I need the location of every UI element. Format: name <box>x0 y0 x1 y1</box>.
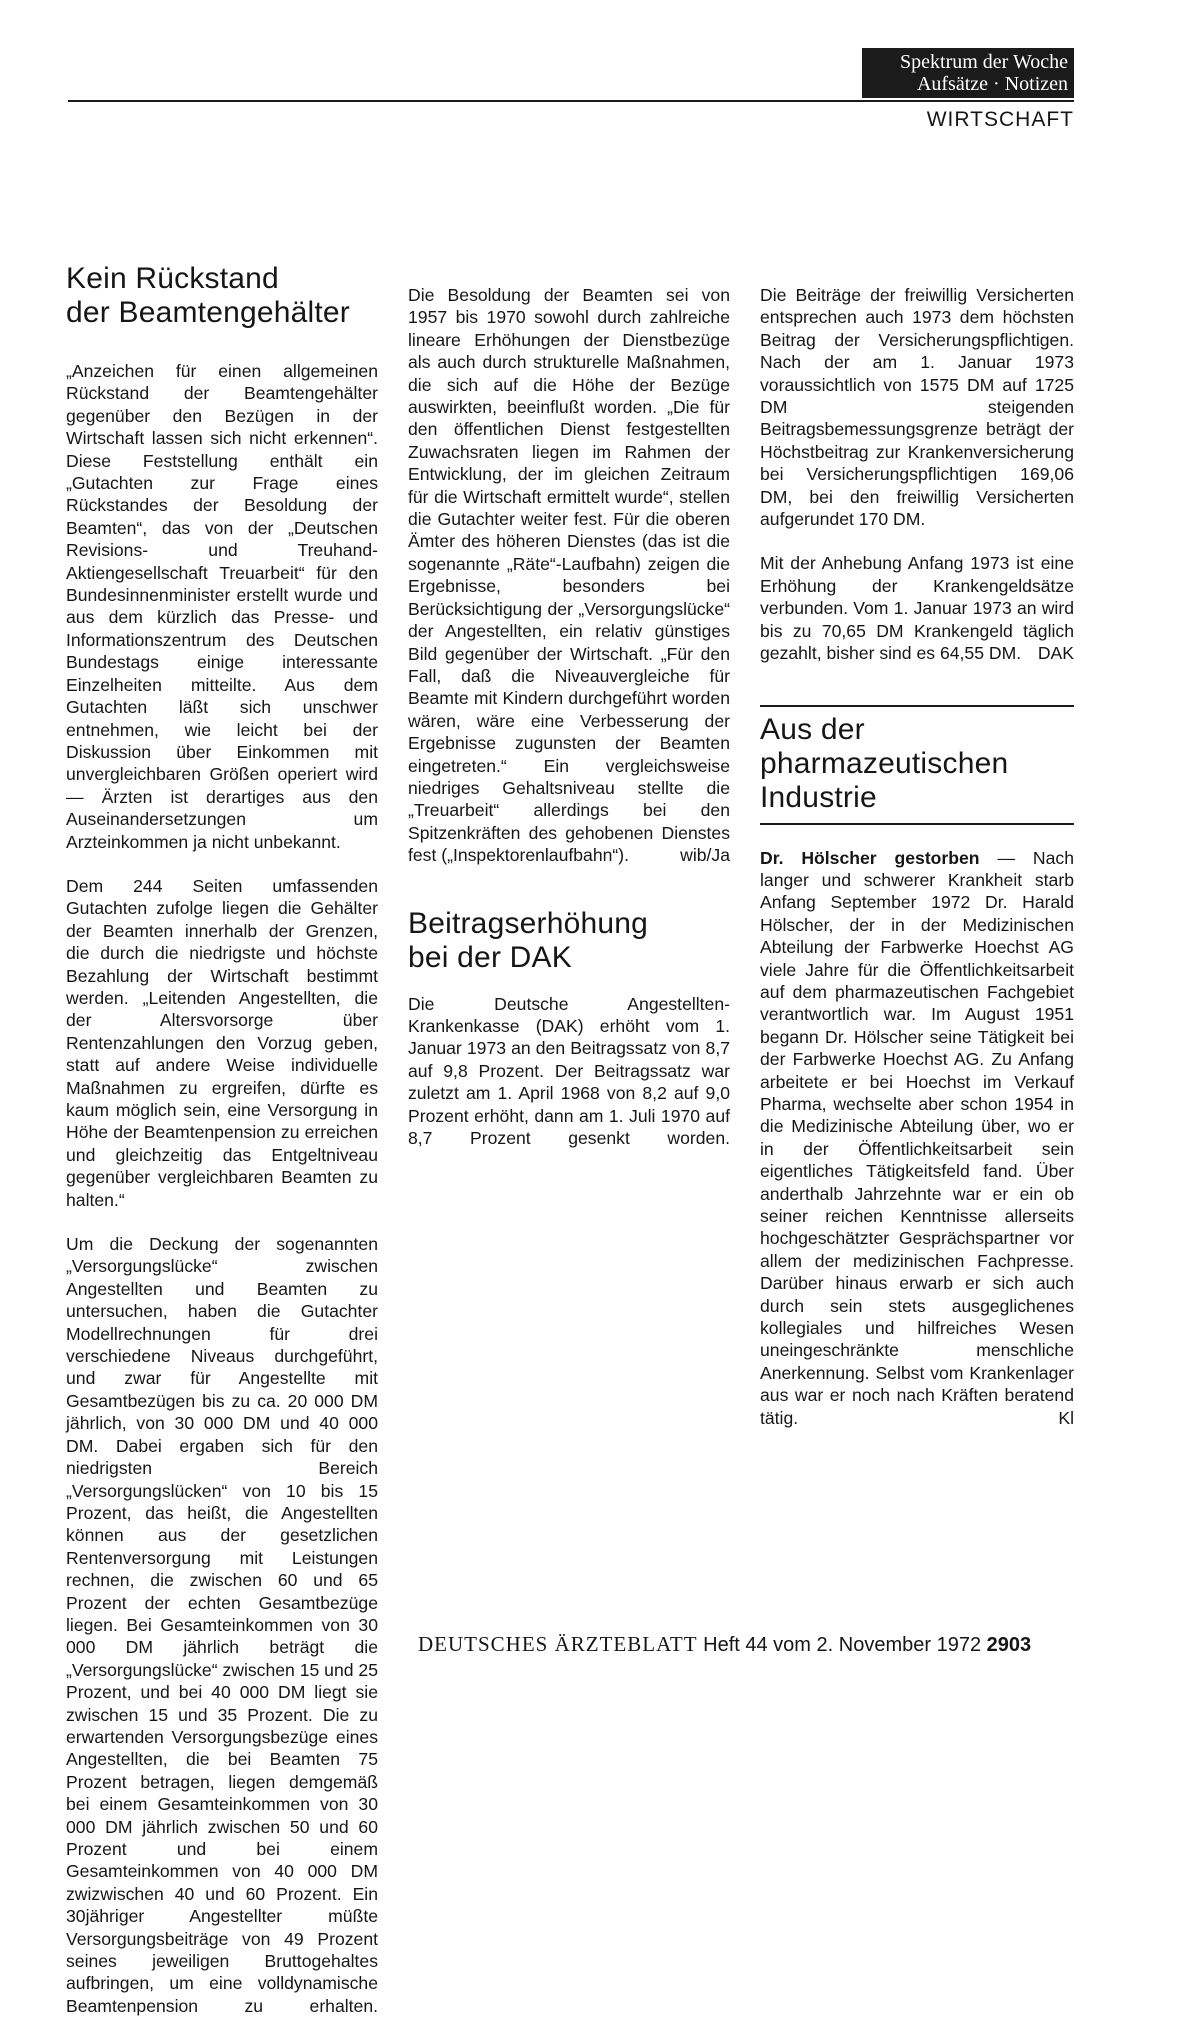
article-2-title <box>408 907 730 975</box>
footer-journal: DEUTSCHES ÄRZTEBLATT <box>418 1632 698 1656</box>
footer-issue: Heft 44 vom 2. November 1972 <box>703 1634 982 1656</box>
article-3-title-line-1: Aus der <box>760 712 865 746</box>
article-2-signature: DAK <box>1037 643 1074 664</box>
article-2-paragraph-3: Mit der Anhebung Anfang 1973 ist eine Erhöhung der Krankengeldsätze verbunden. Vom 1. Januar 1973 an wird bis zu 70,65 DM Krankengeld täglich gezahlt, bisher sind es 64,55 DM. DAK <box>760 553 1074 664</box>
article-3-top-rule <box>760 705 1074 707</box>
article-1-signature: wib/Ja <box>680 845 730 866</box>
article-1-title <box>66 262 378 330</box>
column-3 <box>760 262 1074 1451</box>
article-2-paragraph-1: Die Deutsche Angestellten-Krankenkasse (DAK) erhöht vom 1. Januar 1973 an den Beitragssatz von 8,7 auf 9,8 Prozent. Der Beitragssatz war zuletzt am 1. April 1968 von 8,2 auf 9,0 Prozent erhöht, dann am 1. Juli 1970 auf 8,7 Prozent gesenkt worden. <box>408 993 730 1148</box>
article-1-title-line-1: Kein Rückstand <box>66 262 279 295</box>
article-1-paragraph-3: Um die Deckung der sogenannten „Versorgungslücke“ zwischen Angestellten und Beamten zu untersuchen, haben die Gutachter Modellrechnungen für drei verschiedene Niveaus durchgeführt, und zwar für Angestellte mit Gesamtbezügen bis zu ca. 20 000 DM jährlich, von 30 000 DM und 40 000 DM. Dabei ergaben sich für den niedrigsten Bereich „Versorgungslücken“ von 10 bis 15 Prozent, das heißt, die Angestellten können aus der gesetzlichen Rentenversorgung mit Leistungen rechnen, die zwischen 60 und 65 Prozent der echten Gesamtbezüge liegen. Bei Gesamteinkommen von 30 000 DM jährlich beträgt die „Versorgungslücke“ zwischen 15 und 25 Prozent, und bei 40 000 DM liegt sie zwischen 15 und 35 Prozent. Die zu erwartenden Versorgungsbezüge eines Angestellten, die bei Beamten 75 Prozent betragen, liegen demgemäß bei einem Gesamteinkommen von 30 000 DM jährlich zwischen 50 und 60 Prozent und bei einem Gesamteinkommen von 40 000 DM zwizwischen 40 und 60 Prozent. Ein 30jähriger Angestellter müßte Versorgungsbeiträge von 49 Prozent seines jeweiligen Bruttogehaltes aufbringen, um eine volldynamische Beamtenpension zu erhalten. <box>66 1234 378 2016</box>
badge-line-2: Aufsätze · Notizen <box>916 73 1068 95</box>
article-1-paragraph-4: Die Besoldung der Beamten sei von 1957 bis 1970 sowohl durch zahlreiche lineare Erhöhungen der Dienstbezüge als auch durch strukturelle Maßnahmen, die sich auf die Höhe der Bezüge auswirkten, beeinflußt worden. „Die für den öffentlichen Dienst festgestellten Zuwachsraten liegen im Rahmen der Entwicklung, der im gleichen Zeitraum für die Wirtschaft ermittelt wurde“, stellen die Gutachter weiter fest. Für die oberen Ämter des höheren Dienstes (das ist die sogenannte „Räte“-Laufbahn) zeigen die Ergebnisse, besonders bei Berücksichtigung der „Versorgungslücke“ der Angestellten, ein relativ günstiges Bild gegenüber der Wirtschaft. „Für den Fall, daß die Niveauvergleiche für Beamte mit Kindern durchgeführt worden wären, wäre eine Verbesserung der Ergebnisse zugunsten der Beamten eingetreten.“ Ein vergleichsweise niedriges Gehaltsniveau stellte die „Treuarbeit“ allerdings bei den Spitzenkräften des gehobenen Dienstes fest („Inspektorenlaufbahn“). wib/Ja <box>408 285 730 866</box>
column-2-content <box>408 262 730 1171</box>
footer-page-number: 2903 <box>986 1634 1032 1656</box>
article-3-lead: Dr. Hölscher gestorben <box>760 847 980 868</box>
article-3-title <box>760 713 1074 815</box>
badge-line-1: Spektrum der Woche <box>900 51 1068 73</box>
section-label: WIRTSCHAFT <box>926 108 1074 131</box>
article-2-paragraph-2: Die Beiträge der freiwillig Versicherten entsprechen auch 1973 dem höchsten Beitrag der Versicherungspflichtigen. Nach der am 1. Januar 1973 voraussichtlich von 1575 DM auf 1725 DM steigenden Beitragsbemessungsgrenze beträgt der Höchstbeitrag zur Krankenversicherung bei Versicherungspflichtigen 169,06 DM, bei den freiwillig Versicherten aufgerundet 170 DM. <box>760 285 1074 530</box>
article-3-bottom-rule <box>760 823 1074 825</box>
article-3-signature: Kl <box>1058 1407 1074 1428</box>
article-1-paragraph-1: „Anzeichen für einen allgemeinen Rückstand der Beamtengehälter gegenüber den Bezügen in der Wirtschaft lassen sich nicht erkennen“. Diese Feststellung enthält ein „Gutachten zur Frage eines Rückstandes der Besoldung der Beamten“, das von der „Deutschen Revisions- und Treuhand-Aktiengesellschaft Treuarbeit“ für den Bundesinnenminister erstellt wurde und aus dem kürzlich das Presse- und Informationszentrum des Deutschen Bundestags einige interessante Einzelheiten mitteilte. Aus dem Gutachten läßt sich unschwer entnehmen, wie leicht bei der Diskussion über Einkommen mit unvergleichbaren Größen operiert wird — Ärzten ist derartiges aus den Auseinandersetzungen um Arzteinkommen ja nicht unbekannt. <box>66 361 378 852</box>
article-2-title-line-2: bei der DAK <box>408 940 572 974</box>
article-2-title-line-1: Beitragserhöhung <box>408 906 649 940</box>
article-3-paragraph-1: Dr. Hölscher gestorben — Nach langer und schwerer Krankheit starb Anfang September 1972 Dr. Harald Hölscher, der in der Medizinischen Abteilung der Farbwerke Hoechst AG viele Jahre für die Öffentlichkeitsarbeit auf dem pharmazeutischen Fachgebiet verantwortlich war. Im August 1951 begann Dr. Hölscher seine Tätigkeit bei der Farbwerke Hoechst AG. Zu Anfang arbeitete er bei Hoechst im Verkauf Pharma, wechselte aber schon 1954 in die Medizinische Abteilung über, wo er in der Öffentlichkeitsarbeit sein eigentliches Tätigkeitsfeld fand. Über anderthalb Jahrzehnte war er ein ob seiner reichen Kenntnisse allerseits hochgeschätzter Gesprächspartner vor allem der medizinischen Fachpresse. Darüber hinaus erwarb er sich auch durch sein stets ausgeglichenes kollegiales und hilfreiches Wesen uneingeschränkte menschliche Anerkennung. Selbst vom Krankenlager aus war er noch nach Kräften beratend tätig. Kl <box>760 847 1074 1428</box>
section-badge <box>862 48 1074 98</box>
article-1-paragraph-2: Dem 244 Seiten umfassenden Gutachten zufolge liegen die Gehälter der Beamten innerhalb der Grenzen, die durch die niedrigste und höchste Bezahlung der Wirtschaft bestimmt werden. „Leitenden Angestellten, die der Altersvorsorge über Rentenzahlungen den Vorzug geben, statt auf andere Weise individuelle Maßnahmen zu ergreifen, dürfte es kaum möglich sein, eine Versorgung in Höhe der Beamtenpension zu erreichen und gleichzeitig das Entgeltniveau gegenüber vergleichbaren Beamten zu halten.“ <box>66 875 378 1210</box>
article-3-title-line-2: pharmazeutischen <box>760 746 1009 780</box>
top-rule <box>68 100 1074 102</box>
article-1-title-line-2: der Beamtengehälter <box>66 296 350 329</box>
footer <box>418 1632 1031 1657</box>
article-3-title-line-3: Industrie <box>760 780 877 814</box>
column-1 <box>66 262 378 2039</box>
